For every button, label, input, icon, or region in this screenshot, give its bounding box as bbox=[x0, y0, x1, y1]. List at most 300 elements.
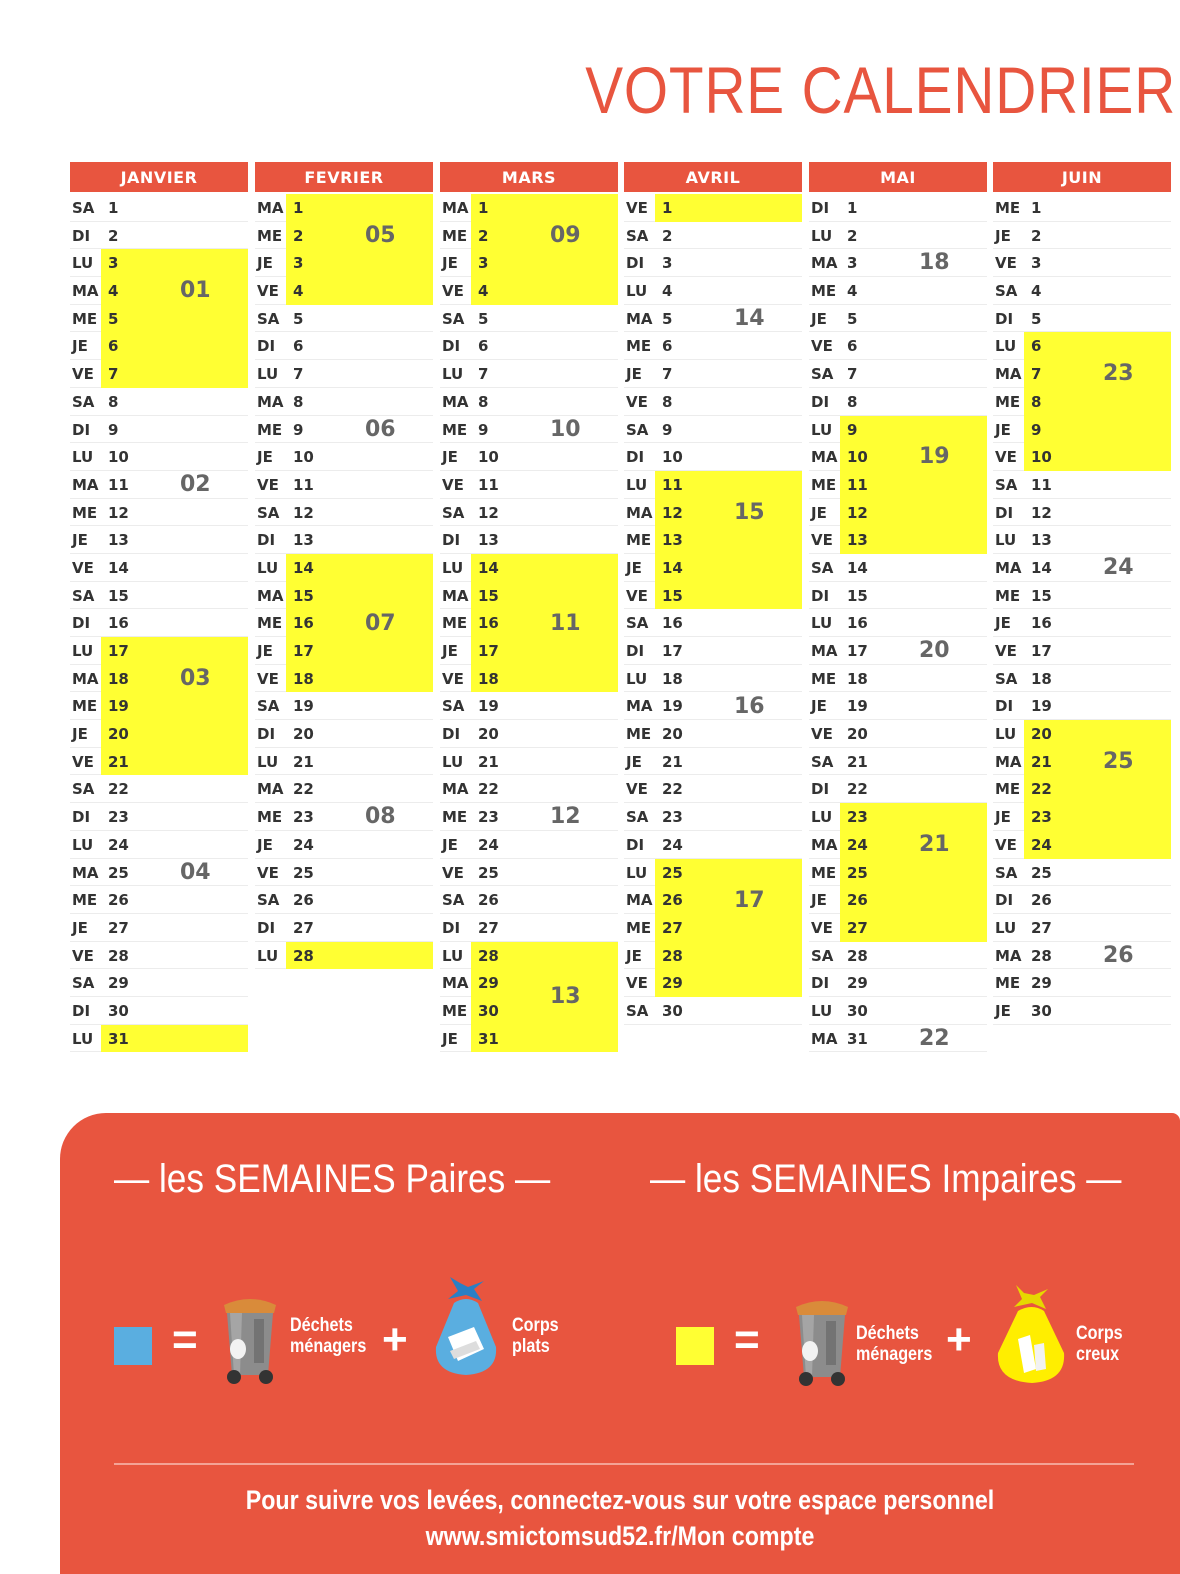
day-number: 28 bbox=[662, 946, 683, 965]
weekday-label: LU bbox=[257, 752, 279, 771]
weekday-label: DI bbox=[811, 974, 830, 993]
day-row bbox=[809, 886, 987, 914]
weekday-label: SA bbox=[72, 199, 95, 217]
weekday-label: LU bbox=[72, 835, 94, 854]
weekday-label: VE bbox=[257, 669, 279, 688]
day-number: 1 bbox=[108, 199, 119, 217]
weekday-label: DI bbox=[257, 725, 276, 744]
day-row bbox=[440, 609, 618, 637]
month-header: MARS bbox=[440, 162, 618, 192]
day-row bbox=[255, 886, 433, 914]
day-number: 17 bbox=[847, 642, 868, 660]
day-row bbox=[70, 859, 248, 887]
day-number: 29 bbox=[1031, 974, 1052, 993]
day-number: 7 bbox=[108, 365, 119, 384]
even-week-swatch bbox=[114, 1327, 152, 1365]
day-row bbox=[993, 665, 1171, 693]
weekday-label: ME bbox=[811, 863, 837, 882]
weekday-label: VE bbox=[995, 254, 1017, 273]
day-number: 28 bbox=[1031, 946, 1052, 965]
hollow-materials-label: Corps creux bbox=[1076, 1323, 1123, 1365]
weekday-label: JE bbox=[72, 918, 88, 937]
day-row bbox=[255, 471, 433, 499]
day-row bbox=[440, 388, 618, 416]
day-number: 3 bbox=[108, 254, 119, 273]
weekday-label: VE bbox=[72, 946, 94, 965]
weekday-label: DI bbox=[811, 392, 830, 411]
weekday-label: MA bbox=[442, 780, 469, 799]
yellow-bag-icon bbox=[994, 1285, 1068, 1385]
day-number: 1 bbox=[1031, 199, 1042, 217]
day-number: 15 bbox=[662, 586, 683, 605]
odd-week-highlight bbox=[286, 249, 433, 277]
weekday-label: ME bbox=[257, 808, 283, 827]
day-number: 6 bbox=[108, 337, 119, 356]
weekday-label: ME bbox=[442, 1001, 468, 1020]
day-number: 4 bbox=[1031, 282, 1042, 301]
day-number: 22 bbox=[847, 780, 868, 799]
day-number: 21 bbox=[1031, 752, 1052, 771]
day-number: 5 bbox=[108, 309, 119, 328]
day-row bbox=[809, 388, 987, 416]
weekday-label: JE bbox=[995, 226, 1011, 245]
weekday-label: JE bbox=[442, 642, 458, 660]
day-row bbox=[255, 526, 433, 554]
weekday-label: DI bbox=[811, 586, 830, 605]
weekday-label: DI bbox=[626, 642, 645, 660]
day-number: 4 bbox=[108, 282, 119, 301]
household-waste-label: Déchets ménagers bbox=[856, 1323, 933, 1365]
day-number: 21 bbox=[847, 752, 868, 771]
weekday-label: SA bbox=[72, 780, 95, 799]
day-number: 19 bbox=[293, 697, 314, 716]
day-number: 31 bbox=[108, 1029, 129, 1048]
day-number: 5 bbox=[478, 309, 489, 328]
weekday-label: JE bbox=[811, 697, 827, 716]
week-number: 06 bbox=[365, 416, 396, 442]
day-row bbox=[70, 886, 248, 914]
day-number: 20 bbox=[847, 725, 868, 744]
weekday-label: DI bbox=[626, 254, 645, 273]
weekday-label: VE bbox=[442, 475, 464, 494]
weekday-label: SA bbox=[257, 309, 280, 328]
day-number: 18 bbox=[662, 669, 683, 688]
day-row bbox=[809, 637, 987, 665]
weekday-label: LU bbox=[257, 946, 279, 965]
weekday-label: LU bbox=[811, 808, 833, 827]
day-row bbox=[70, 305, 248, 333]
equals-sign: = bbox=[172, 1315, 198, 1364]
month-mai bbox=[809, 162, 987, 1052]
day-row bbox=[809, 969, 987, 997]
day-row bbox=[624, 277, 802, 305]
day-row bbox=[809, 665, 987, 693]
weekday-label: LU bbox=[442, 946, 464, 965]
day-row bbox=[624, 443, 802, 471]
day-row bbox=[440, 665, 618, 693]
day-row bbox=[809, 499, 987, 527]
day-number: 23 bbox=[662, 808, 683, 827]
day-number: 4 bbox=[847, 282, 858, 301]
week-number: 10 bbox=[550, 416, 581, 442]
weekday-label: ME bbox=[442, 614, 468, 633]
day-row bbox=[809, 803, 987, 831]
weekday-label: DI bbox=[995, 697, 1014, 716]
day-row bbox=[255, 499, 433, 527]
day-row bbox=[624, 886, 802, 914]
day-number: 29 bbox=[662, 974, 683, 993]
day-number: 13 bbox=[293, 531, 314, 550]
weekday-label: SA bbox=[72, 586, 95, 605]
weekday-label: VE bbox=[811, 725, 833, 744]
day-number: 29 bbox=[108, 974, 129, 993]
day-number: 25 bbox=[662, 863, 683, 882]
day-row bbox=[624, 194, 802, 222]
weekday-label: LU bbox=[995, 337, 1017, 356]
day-row bbox=[440, 222, 618, 250]
day-number: 1 bbox=[478, 199, 489, 217]
day-number: 9 bbox=[293, 420, 304, 439]
weekday-label: JE bbox=[626, 752, 642, 771]
weekday-label: MA bbox=[811, 448, 838, 467]
odd-weeks-legend bbox=[676, 1297, 1176, 1407]
day-number: 15 bbox=[1031, 586, 1052, 605]
day-number: 27 bbox=[293, 918, 314, 937]
wheelie-bin-icon bbox=[218, 1295, 282, 1385]
weekday-label: JE bbox=[72, 725, 88, 744]
week-number: 26 bbox=[1103, 942, 1134, 968]
day-row bbox=[624, 471, 802, 499]
day-number: 24 bbox=[1031, 835, 1052, 854]
day-row bbox=[993, 859, 1171, 887]
weekday-label: LU bbox=[72, 448, 94, 467]
day-row bbox=[70, 222, 248, 250]
weekday-label: JE bbox=[257, 448, 273, 467]
odd-week-highlight bbox=[840, 416, 987, 444]
day-number: 12 bbox=[1031, 503, 1052, 522]
odd-week-highlight bbox=[101, 249, 248, 277]
day-row bbox=[809, 222, 987, 250]
day-row bbox=[255, 277, 433, 305]
day-number: 14 bbox=[293, 558, 314, 577]
weekday-label: DI bbox=[626, 448, 645, 467]
odd-week-highlight bbox=[1024, 360, 1171, 388]
day-number: 16 bbox=[478, 614, 499, 633]
day-number: 23 bbox=[847, 808, 868, 827]
day-number: 15 bbox=[293, 586, 314, 605]
week-number: 24 bbox=[1103, 555, 1134, 581]
day-number: 25 bbox=[478, 863, 499, 882]
weekday-label: DI bbox=[995, 891, 1014, 910]
weekday-label: ME bbox=[811, 282, 837, 301]
day-row bbox=[993, 803, 1171, 831]
day-number: 5 bbox=[847, 309, 858, 328]
day-number: 16 bbox=[847, 614, 868, 633]
day-number: 26 bbox=[1031, 891, 1052, 910]
week-number: 02 bbox=[180, 472, 211, 497]
weekday-label: JE bbox=[257, 835, 273, 854]
wheelie-bin-icon bbox=[790, 1297, 854, 1387]
day-row bbox=[255, 942, 433, 970]
day-row bbox=[624, 748, 802, 776]
day-row bbox=[440, 443, 618, 471]
weekday-label: ME bbox=[72, 503, 98, 522]
day-row bbox=[440, 416, 618, 444]
month-header: AVRIL bbox=[624, 162, 802, 192]
day-row bbox=[440, 803, 618, 831]
day-number: 18 bbox=[847, 669, 868, 688]
weekday-label: VE bbox=[442, 282, 464, 301]
day-number: 9 bbox=[1031, 420, 1042, 439]
day-row bbox=[624, 609, 802, 637]
day-number: 28 bbox=[478, 946, 499, 965]
day-row bbox=[624, 499, 802, 527]
odd-week-highlight bbox=[1024, 332, 1171, 360]
weekday-label: JE bbox=[811, 503, 827, 522]
day-row bbox=[70, 831, 248, 859]
weekday-label: SA bbox=[442, 503, 465, 522]
household-waste-label: Déchets ménagers bbox=[290, 1315, 367, 1357]
day-row bbox=[70, 416, 248, 444]
week-number: 21 bbox=[919, 832, 950, 858]
day-row bbox=[440, 969, 618, 997]
weekday-label: VE bbox=[257, 863, 279, 882]
weekday-label: VE bbox=[442, 863, 464, 882]
day-row bbox=[993, 969, 1171, 997]
day-number: 14 bbox=[478, 558, 499, 577]
day-row bbox=[255, 416, 433, 444]
day-number: 25 bbox=[108, 863, 129, 882]
week-number: 19 bbox=[919, 444, 950, 470]
week-number: 04 bbox=[180, 859, 211, 885]
day-number: 11 bbox=[293, 475, 314, 494]
weekday-label: SA bbox=[442, 891, 465, 910]
day-row bbox=[809, 554, 987, 582]
day-row bbox=[440, 194, 618, 222]
day-number: 12 bbox=[293, 503, 314, 522]
day-number: 11 bbox=[1031, 475, 1052, 494]
day-row bbox=[993, 305, 1171, 333]
weekday-label: MA bbox=[442, 586, 469, 605]
weekday-label: JE bbox=[995, 1001, 1011, 1020]
day-row bbox=[809, 332, 987, 360]
day-row bbox=[809, 305, 987, 333]
weekday-label: JE bbox=[626, 946, 642, 965]
week-number: 22 bbox=[919, 1026, 950, 1051]
day-number: 26 bbox=[847, 891, 868, 910]
weekday-label: ME bbox=[626, 918, 652, 937]
weekday-label: SA bbox=[442, 309, 465, 328]
day-row bbox=[624, 859, 802, 887]
week-number: 14 bbox=[734, 305, 765, 331]
weekday-label: VE bbox=[626, 586, 648, 605]
weekday-label: ME bbox=[72, 697, 98, 716]
day-row bbox=[993, 499, 1171, 527]
day-row bbox=[624, 803, 802, 831]
day-row bbox=[70, 969, 248, 997]
day-number: 23 bbox=[108, 808, 129, 827]
month-fevrier bbox=[255, 162, 433, 969]
weekday-label: MA bbox=[995, 946, 1022, 965]
day-number: 1 bbox=[293, 199, 304, 217]
day-number: 23 bbox=[478, 808, 499, 827]
day-row bbox=[993, 748, 1171, 776]
weekday-label: ME bbox=[626, 531, 652, 550]
day-row bbox=[993, 332, 1171, 360]
day-number: 4 bbox=[662, 282, 673, 301]
day-row bbox=[624, 249, 802, 277]
week-number: 20 bbox=[919, 638, 950, 664]
day-row bbox=[993, 831, 1171, 859]
day-number: 22 bbox=[1031, 780, 1052, 799]
weekday-label: ME bbox=[995, 780, 1021, 799]
day-row bbox=[809, 748, 987, 776]
day-row bbox=[624, 692, 802, 720]
day-number: 27 bbox=[662, 918, 683, 937]
day-number: 20 bbox=[662, 725, 683, 744]
weekday-label: DI bbox=[72, 1001, 91, 1020]
day-row bbox=[255, 249, 433, 277]
day-row bbox=[809, 249, 987, 277]
weekday-label: LU bbox=[72, 642, 94, 660]
weekday-label: MA bbox=[72, 475, 99, 494]
day-row bbox=[809, 582, 987, 610]
day-row bbox=[255, 388, 433, 416]
day-list bbox=[70, 194, 248, 1052]
even-weeks-legend bbox=[114, 1297, 614, 1407]
day-row bbox=[624, 526, 802, 554]
day-row bbox=[70, 360, 248, 388]
day-number: 23 bbox=[293, 808, 314, 827]
day-row bbox=[70, 554, 248, 582]
weekday-label: ME bbox=[995, 974, 1021, 993]
day-row bbox=[440, 775, 618, 803]
equals-sign: = bbox=[734, 1315, 760, 1364]
weekday-label: LU bbox=[811, 226, 833, 245]
day-number: 3 bbox=[478, 254, 489, 273]
odd-week-highlight bbox=[286, 222, 433, 250]
week-number: 03 bbox=[180, 665, 211, 691]
week-number: 12 bbox=[550, 804, 581, 830]
day-row bbox=[809, 692, 987, 720]
day-number: 2 bbox=[1031, 226, 1042, 245]
day-number: 30 bbox=[478, 1001, 499, 1020]
day-row bbox=[993, 388, 1171, 416]
day-row bbox=[70, 665, 248, 693]
day-row bbox=[70, 692, 248, 720]
day-number: 22 bbox=[293, 780, 314, 799]
day-number: 31 bbox=[847, 1029, 868, 1048]
weekday-label: MA bbox=[72, 669, 99, 688]
weekday-label: JE bbox=[995, 808, 1011, 827]
weekday-label: ME bbox=[257, 420, 283, 439]
day-number: 12 bbox=[478, 503, 499, 522]
odd-week-highlight bbox=[101, 277, 248, 305]
weekday-label: LU bbox=[626, 282, 648, 301]
day-number: 18 bbox=[478, 669, 499, 688]
day-row bbox=[993, 249, 1171, 277]
day-number: 10 bbox=[1031, 448, 1052, 467]
weekday-label: VE bbox=[257, 475, 279, 494]
footer-link[interactable]: www.smictomsud52.fr/Mon compte bbox=[425, 1521, 815, 1551]
day-row bbox=[70, 942, 248, 970]
day-number: 17 bbox=[662, 642, 683, 660]
weekday-label: LU bbox=[257, 365, 279, 384]
day-row bbox=[624, 720, 802, 748]
day-number: 18 bbox=[1031, 669, 1052, 688]
day-row bbox=[624, 997, 802, 1025]
weekday-label: VE bbox=[995, 642, 1017, 660]
day-number: 19 bbox=[1031, 697, 1052, 716]
day-number: 30 bbox=[108, 1001, 129, 1020]
day-row bbox=[809, 831, 987, 859]
odd-week-highlight bbox=[471, 194, 618, 222]
weekday-label: JE bbox=[72, 337, 88, 356]
weekday-label: SA bbox=[811, 365, 834, 384]
day-number: 8 bbox=[1031, 392, 1042, 411]
day-row bbox=[70, 471, 248, 499]
day-row bbox=[70, 499, 248, 527]
day-number: 8 bbox=[108, 392, 119, 411]
weekday-label: ME bbox=[72, 891, 98, 910]
day-number: 5 bbox=[293, 309, 304, 328]
day-list bbox=[624, 194, 802, 1025]
weekday-label: LU bbox=[257, 558, 279, 577]
day-list bbox=[440, 194, 618, 1052]
day-row bbox=[624, 831, 802, 859]
weekday-label: SA bbox=[995, 282, 1018, 301]
weekday-label: SA bbox=[72, 392, 95, 411]
weekday-label: JE bbox=[257, 254, 273, 273]
day-list bbox=[809, 194, 987, 1052]
weekday-label: JE bbox=[995, 614, 1011, 633]
day-row bbox=[70, 720, 248, 748]
day-number: 14 bbox=[1031, 558, 1052, 577]
day-row bbox=[70, 526, 248, 554]
day-number: 18 bbox=[293, 669, 314, 688]
day-row bbox=[70, 582, 248, 610]
day-row bbox=[440, 637, 618, 665]
day-row bbox=[993, 360, 1171, 388]
day-row bbox=[255, 222, 433, 250]
weekday-label: MA bbox=[257, 780, 284, 799]
weekday-label: JE bbox=[442, 1029, 458, 1048]
day-number: 8 bbox=[847, 392, 858, 411]
legend-panel bbox=[60, 1113, 1180, 1574]
day-number: 3 bbox=[1031, 254, 1042, 273]
day-number: 13 bbox=[478, 531, 499, 550]
weekday-label: JE bbox=[626, 365, 642, 384]
weekday-label: SA bbox=[442, 697, 465, 716]
day-list bbox=[255, 194, 433, 969]
weekday-label: SA bbox=[72, 974, 95, 993]
day-row bbox=[993, 277, 1171, 305]
day-number: 5 bbox=[1031, 309, 1042, 328]
weekday-label: VE bbox=[626, 199, 648, 217]
day-row bbox=[255, 720, 433, 748]
day-row bbox=[993, 471, 1171, 499]
day-row bbox=[809, 720, 987, 748]
day-row bbox=[255, 803, 433, 831]
weekday-label: LU bbox=[811, 614, 833, 633]
weekday-label: ME bbox=[72, 309, 98, 328]
weekday-label: SA bbox=[811, 752, 834, 771]
day-number: 6 bbox=[293, 337, 304, 356]
day-row bbox=[624, 360, 802, 388]
day-row bbox=[809, 914, 987, 942]
weekday-label: MA bbox=[811, 835, 838, 854]
weekday-label: LU bbox=[72, 1029, 94, 1048]
